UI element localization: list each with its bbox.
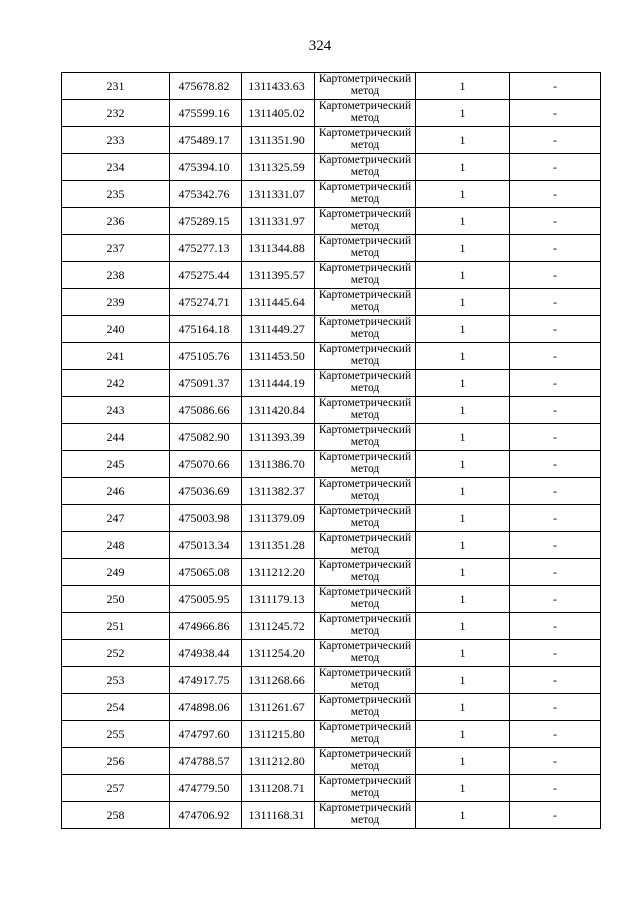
method-cell (315, 262, 416, 289)
method-cell (315, 73, 416, 100)
method-cell (315, 559, 416, 586)
y-coordinate-cell: 1311395.57 (242, 262, 315, 289)
table-row (62, 316, 601, 343)
x-coordinate-cell: 475070.66 (170, 451, 242, 478)
x-coordinate-cell: 474898.06 (170, 694, 242, 721)
point-number-cell: 246 (62, 478, 170, 505)
accuracy-cell: 1 (416, 424, 510, 451)
method-cell (315, 370, 416, 397)
x-coordinate-cell: 474917.75 (170, 667, 242, 694)
point-number-cell: 251 (62, 613, 170, 640)
note-cell: - (510, 505, 601, 532)
method-cell (315, 451, 416, 478)
y-coordinate-cell: 1311212.80 (242, 748, 315, 775)
method-text: Картометрический метод (318, 478, 412, 502)
accuracy-cell: 1 (416, 505, 510, 532)
note-cell: - (510, 208, 601, 235)
y-coordinate-cell: 1311351.28 (242, 532, 315, 559)
point-number-cell: 239 (62, 289, 170, 316)
y-coordinate-cell: 1311325.59 (242, 154, 315, 181)
point-number-cell: 238 (62, 262, 170, 289)
table-row (62, 370, 601, 397)
note-cell: - (510, 775, 601, 802)
point-number-cell: 240 (62, 316, 170, 343)
method-cell (315, 127, 416, 154)
table-row (62, 235, 601, 262)
method-cell (315, 721, 416, 748)
point-number-cell: 234 (62, 154, 170, 181)
note-cell: - (510, 451, 601, 478)
accuracy-cell: 1 (416, 451, 510, 478)
x-coordinate-cell: 475394.10 (170, 154, 242, 181)
note-cell: - (510, 640, 601, 667)
method-text: Картометрический метод (318, 208, 412, 232)
x-coordinate-cell: 474938.44 (170, 640, 242, 667)
table-row (62, 397, 601, 424)
table-row (62, 721, 601, 748)
method-cell (315, 694, 416, 721)
x-coordinate-cell: 474779.50 (170, 775, 242, 802)
accuracy-cell: 1 (416, 748, 510, 775)
accuracy-cell: 1 (416, 343, 510, 370)
coordinates-table (61, 72, 601, 829)
x-coordinate-cell: 475086.66 (170, 397, 242, 424)
y-coordinate-cell: 1311393.39 (242, 424, 315, 451)
x-coordinate-cell: 475082.90 (170, 424, 242, 451)
accuracy-cell: 1 (416, 640, 510, 667)
y-coordinate-cell: 1311351.90 (242, 127, 315, 154)
method-cell (315, 343, 416, 370)
method-cell (315, 316, 416, 343)
point-number-cell: 250 (62, 586, 170, 613)
accuracy-cell: 1 (416, 100, 510, 127)
point-number-cell: 231 (62, 73, 170, 100)
accuracy-cell: 1 (416, 154, 510, 181)
method-cell (315, 640, 416, 667)
y-coordinate-cell: 1311215.80 (242, 721, 315, 748)
method-text: Картометрический метод (318, 532, 412, 556)
x-coordinate-cell: 475003.98 (170, 505, 242, 532)
method-text: Картометрический метод (318, 721, 412, 745)
x-coordinate-cell: 475275.44 (170, 262, 242, 289)
method-cell (315, 154, 416, 181)
method-cell (315, 775, 416, 802)
x-coordinate-cell: 475599.16 (170, 100, 242, 127)
accuracy-cell: 1 (416, 289, 510, 316)
accuracy-cell: 1 (416, 667, 510, 694)
table-row (62, 127, 601, 154)
accuracy-cell: 1 (416, 181, 510, 208)
method-text: Картометрический метод (318, 694, 412, 718)
page-number: 324 (308, 38, 332, 54)
note-cell: - (510, 181, 601, 208)
method-cell (315, 802, 416, 829)
method-text: Картометрический метод (318, 451, 412, 475)
y-coordinate-cell: 1311261.67 (242, 694, 315, 721)
y-coordinate-cell: 1311331.97 (242, 208, 315, 235)
note-cell: - (510, 802, 601, 829)
y-coordinate-cell: 1311168.31 (242, 802, 315, 829)
y-coordinate-cell: 1311254.20 (242, 640, 315, 667)
note-cell: - (510, 316, 601, 343)
x-coordinate-cell: 475065.08 (170, 559, 242, 586)
table-row (62, 181, 601, 208)
y-coordinate-cell: 1311245.72 (242, 613, 315, 640)
accuracy-cell: 1 (416, 559, 510, 586)
y-coordinate-cell: 1311405.02 (242, 100, 315, 127)
y-coordinate-cell: 1311386.70 (242, 451, 315, 478)
method-text: Картометрический метод (318, 370, 412, 394)
method-cell (315, 289, 416, 316)
method-cell (315, 586, 416, 613)
accuracy-cell: 1 (416, 262, 510, 289)
method-text: Картометрический метод (318, 667, 412, 691)
method-text: Картометрический метод (318, 424, 412, 448)
x-coordinate-cell: 475105.76 (170, 343, 242, 370)
method-text: Картометрический метод (318, 775, 412, 799)
accuracy-cell: 1 (416, 73, 510, 100)
point-number-cell: 245 (62, 451, 170, 478)
note-cell: - (510, 100, 601, 127)
point-number-cell: 258 (62, 802, 170, 829)
y-coordinate-cell: 1311449.27 (242, 316, 315, 343)
method-text: Картометрический метод (318, 181, 412, 205)
table-row (62, 802, 601, 829)
table-row (62, 343, 601, 370)
point-number-cell: 232 (62, 100, 170, 127)
x-coordinate-cell: 475091.37 (170, 370, 242, 397)
note-cell: - (510, 667, 601, 694)
method-text: Картометрический метод (318, 802, 412, 826)
table-row (62, 73, 601, 100)
table-row (62, 478, 601, 505)
y-coordinate-cell: 1311445.64 (242, 289, 315, 316)
y-coordinate-cell: 1311208.71 (242, 775, 315, 802)
table-row (62, 775, 601, 802)
method-cell (315, 424, 416, 451)
x-coordinate-cell: 475013.34 (170, 532, 242, 559)
note-cell: - (510, 586, 601, 613)
y-coordinate-cell: 1311331.07 (242, 181, 315, 208)
x-coordinate-cell: 474797.60 (170, 721, 242, 748)
note-cell: - (510, 613, 601, 640)
table-row (62, 748, 601, 775)
y-coordinate-cell: 1311382.37 (242, 478, 315, 505)
note-cell: - (510, 262, 601, 289)
method-cell (315, 505, 416, 532)
method-text: Картометрический метод (318, 343, 412, 367)
accuracy-cell: 1 (416, 802, 510, 829)
point-number-cell: 247 (62, 505, 170, 532)
accuracy-cell: 1 (416, 532, 510, 559)
method-cell (315, 748, 416, 775)
method-cell (315, 208, 416, 235)
method-cell (315, 397, 416, 424)
y-coordinate-cell: 1311268.66 (242, 667, 315, 694)
x-coordinate-cell: 475678.82 (170, 73, 242, 100)
method-text: Картометрический метод (318, 235, 412, 259)
accuracy-cell: 1 (416, 775, 510, 802)
x-coordinate-cell: 474706.92 (170, 802, 242, 829)
y-coordinate-cell: 1311453.50 (242, 343, 315, 370)
point-number-cell: 244 (62, 424, 170, 451)
point-number-cell: 252 (62, 640, 170, 667)
method-text: Картометрический метод (318, 262, 412, 286)
point-number-cell: 243 (62, 397, 170, 424)
method-cell (315, 478, 416, 505)
y-coordinate-cell: 1311179.13 (242, 586, 315, 613)
note-cell: - (510, 721, 601, 748)
x-coordinate-cell: 475489.17 (170, 127, 242, 154)
accuracy-cell: 1 (416, 235, 510, 262)
table-row (62, 586, 601, 613)
y-coordinate-cell: 1311379.09 (242, 505, 315, 532)
x-coordinate-cell: 474788.57 (170, 748, 242, 775)
note-cell: - (510, 127, 601, 154)
note-cell: - (510, 694, 601, 721)
method-text: Картометрический метод (318, 73, 412, 97)
accuracy-cell: 1 (416, 478, 510, 505)
point-number-cell: 236 (62, 208, 170, 235)
table-row (62, 424, 601, 451)
accuracy-cell: 1 (416, 397, 510, 424)
note-cell: - (510, 370, 601, 397)
note-cell: - (510, 397, 601, 424)
table-row (62, 289, 601, 316)
point-number-cell: 256 (62, 748, 170, 775)
y-coordinate-cell: 1311433.63 (242, 73, 315, 100)
note-cell: - (510, 289, 601, 316)
note-cell: - (510, 559, 601, 586)
method-text: Картометрический метод (318, 559, 412, 583)
method-text: Картометрический метод (318, 100, 412, 124)
method-text: Картометрический метод (318, 154, 412, 178)
table-row (62, 667, 601, 694)
method-text: Картометрический метод (318, 613, 412, 637)
table-row (62, 613, 601, 640)
y-coordinate-cell: 1311212.20 (242, 559, 315, 586)
point-number-cell: 255 (62, 721, 170, 748)
accuracy-cell: 1 (416, 370, 510, 397)
table-row (62, 694, 601, 721)
point-number-cell: 248 (62, 532, 170, 559)
table-row (62, 100, 601, 127)
note-cell: - (510, 235, 601, 262)
accuracy-cell: 1 (416, 613, 510, 640)
point-number-cell: 257 (62, 775, 170, 802)
accuracy-cell: 1 (416, 316, 510, 343)
x-coordinate-cell: 475005.95 (170, 586, 242, 613)
x-coordinate-cell: 475277.13 (170, 235, 242, 262)
point-number-cell: 241 (62, 343, 170, 370)
x-coordinate-cell: 474966.86 (170, 613, 242, 640)
method-cell (315, 235, 416, 262)
table-row (62, 640, 601, 667)
x-coordinate-cell: 475036.69 (170, 478, 242, 505)
point-number-cell: 249 (62, 559, 170, 586)
note-cell: - (510, 343, 601, 370)
method-cell (315, 532, 416, 559)
point-number-cell: 253 (62, 667, 170, 694)
table-row (62, 532, 601, 559)
table-row (62, 559, 601, 586)
table-row (62, 451, 601, 478)
method-text: Картометрический метод (318, 289, 412, 313)
accuracy-cell: 1 (416, 694, 510, 721)
x-coordinate-cell: 475274.71 (170, 289, 242, 316)
accuracy-cell: 1 (416, 721, 510, 748)
point-number-cell: 235 (62, 181, 170, 208)
y-coordinate-cell: 1311444.19 (242, 370, 315, 397)
table-row (62, 262, 601, 289)
method-cell (315, 667, 416, 694)
note-cell: - (510, 478, 601, 505)
point-number-cell: 237 (62, 235, 170, 262)
method-cell (315, 100, 416, 127)
note-cell: - (510, 424, 601, 451)
point-number-cell: 254 (62, 694, 170, 721)
method-cell (315, 181, 416, 208)
method-text: Картометрический метод (318, 397, 412, 421)
note-cell: - (510, 532, 601, 559)
table-row (62, 208, 601, 235)
accuracy-cell: 1 (416, 127, 510, 154)
method-text: Картометрический метод (318, 586, 412, 610)
method-text: Картометрический метод (318, 748, 412, 772)
table-row (62, 154, 601, 181)
coordinates-table-body (62, 73, 601, 829)
method-cell (315, 613, 416, 640)
x-coordinate-cell: 475289.15 (170, 208, 242, 235)
method-text: Картометрический метод (318, 316, 412, 340)
x-coordinate-cell: 475164.18 (170, 316, 242, 343)
accuracy-cell: 1 (416, 586, 510, 613)
method-text: Картометрический метод (318, 127, 412, 151)
y-coordinate-cell: 1311420.84 (242, 397, 315, 424)
method-text: Картометрический метод (318, 640, 412, 664)
y-coordinate-cell: 1311344.88 (242, 235, 315, 262)
note-cell: - (510, 73, 601, 100)
note-cell: - (510, 154, 601, 181)
accuracy-cell: 1 (416, 208, 510, 235)
point-number-cell: 242 (62, 370, 170, 397)
note-cell: - (510, 748, 601, 775)
x-coordinate-cell: 475342.76 (170, 181, 242, 208)
table-row (62, 505, 601, 532)
point-number-cell: 233 (62, 127, 170, 154)
method-text: Картометрический метод (318, 505, 412, 529)
